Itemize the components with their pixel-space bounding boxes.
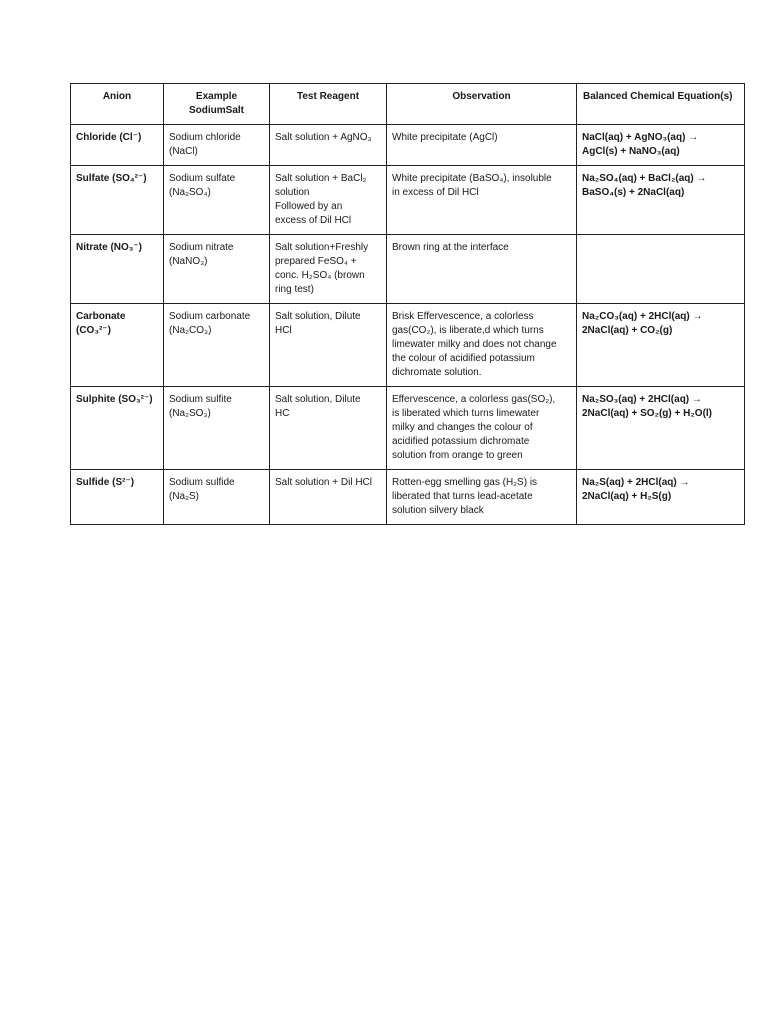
header-test-reagent: Test Reagent xyxy=(270,84,387,125)
header-example: Example SodiumSalt xyxy=(164,84,270,125)
anion-cell: Carbonate (CO₃²⁻) xyxy=(71,304,164,387)
equation-cell: Na₂SO₃(aq) + 2HCl(aq) → 2NaCl(aq) + SO₂(g) + H₂O(l) xyxy=(577,387,745,470)
example-cell: Sodium sulfate (Na₂SO₄) xyxy=(164,166,270,235)
equation-cell xyxy=(577,235,745,304)
observation-cell: Rotten-egg smelling gas (H₂S) is liberated that turns lead-acetate solution silvery black xyxy=(387,470,577,525)
anion-cell: Sulfate (SO₄²⁻) xyxy=(71,166,164,235)
observation-cell: Effervescence, a colorless gas(SO₂), is liberated which turns limewater milky and changes the colour of acidified potassium dichromate solution from orange to green xyxy=(387,387,577,470)
example-cell: Sodium carbonate (Na₂CO₃) xyxy=(164,304,270,387)
table-row xyxy=(71,387,745,470)
anion-cell: Nitrate (NO₃⁻) xyxy=(71,235,164,304)
anion-cell: Sulphite (SO₃²⁻) xyxy=(71,387,164,470)
example-cell: Sodium chloride (NaCl) xyxy=(164,125,270,166)
header-anion: Anion xyxy=(71,84,164,125)
equation-cell: Na₂CO₃(aq) + 2HCl(aq) → 2NaCl(aq) + CO₂(g) xyxy=(577,304,745,387)
header-equation: Balanced Chemical Equation(s) xyxy=(577,84,745,125)
example-cell: Sodium sulfite (Na₂SO₃) xyxy=(164,387,270,470)
equation-cell: Na₂SO₄(aq) + BaCl₂(aq) → BaSO₄(s) + 2NaCl(aq) xyxy=(577,166,745,235)
header-observation: Observation xyxy=(387,84,577,125)
table-row xyxy=(71,470,745,525)
observation-cell: Brisk Effervescence, a colorless gas(CO₂), is liberate,d which turns limewater milky and does not change the colour of acidified potassium dichromate solution. xyxy=(387,304,577,387)
reagent-cell: Salt solution+Freshly prepared FeSO₄ + conc. H₂SO₄ (brown ring test) xyxy=(270,235,387,304)
table-row xyxy=(71,166,745,235)
table-row xyxy=(71,125,745,166)
equation-cell: Na₂S(aq) + 2HCl(aq) → 2NaCl(aq) + H₂S(g) xyxy=(577,470,745,525)
observation-cell: White precipitate (AgCl) xyxy=(387,125,577,166)
example-cell: Sodium sulfide (Na₂S) xyxy=(164,470,270,525)
example-cell: Sodium nitrate (NaNO₃) xyxy=(164,235,270,304)
reagent-cell: Salt solution + BaCl₂ solution Followed by an excess of Dil HCl xyxy=(270,166,387,235)
reagent-cell: Salt solution + AgNO₃ xyxy=(270,125,387,166)
reagent-cell: Salt solution + Dil HCl xyxy=(270,470,387,525)
anion-tests-table xyxy=(70,83,745,525)
reagent-cell: Salt solution, Dilute HC xyxy=(270,387,387,470)
equation-cell: NaCl(aq) + AgNO₃(aq) → AgCl(s) + NaNO₃(aq) xyxy=(577,125,745,166)
anion-cell: Chloride (Cl⁻) xyxy=(71,125,164,166)
reagent-cell: Salt solution, Dilute HCl xyxy=(270,304,387,387)
table-row xyxy=(71,235,745,304)
observation-cell: White precipitate (BaSO₄), insoluble in excess of Dil HCl xyxy=(387,166,577,235)
anion-cell: Sulfide (S²⁻) xyxy=(71,470,164,525)
table-header-row xyxy=(71,84,745,125)
observation-cell: Brown ring at the interface xyxy=(387,235,577,304)
table-row xyxy=(71,304,745,387)
